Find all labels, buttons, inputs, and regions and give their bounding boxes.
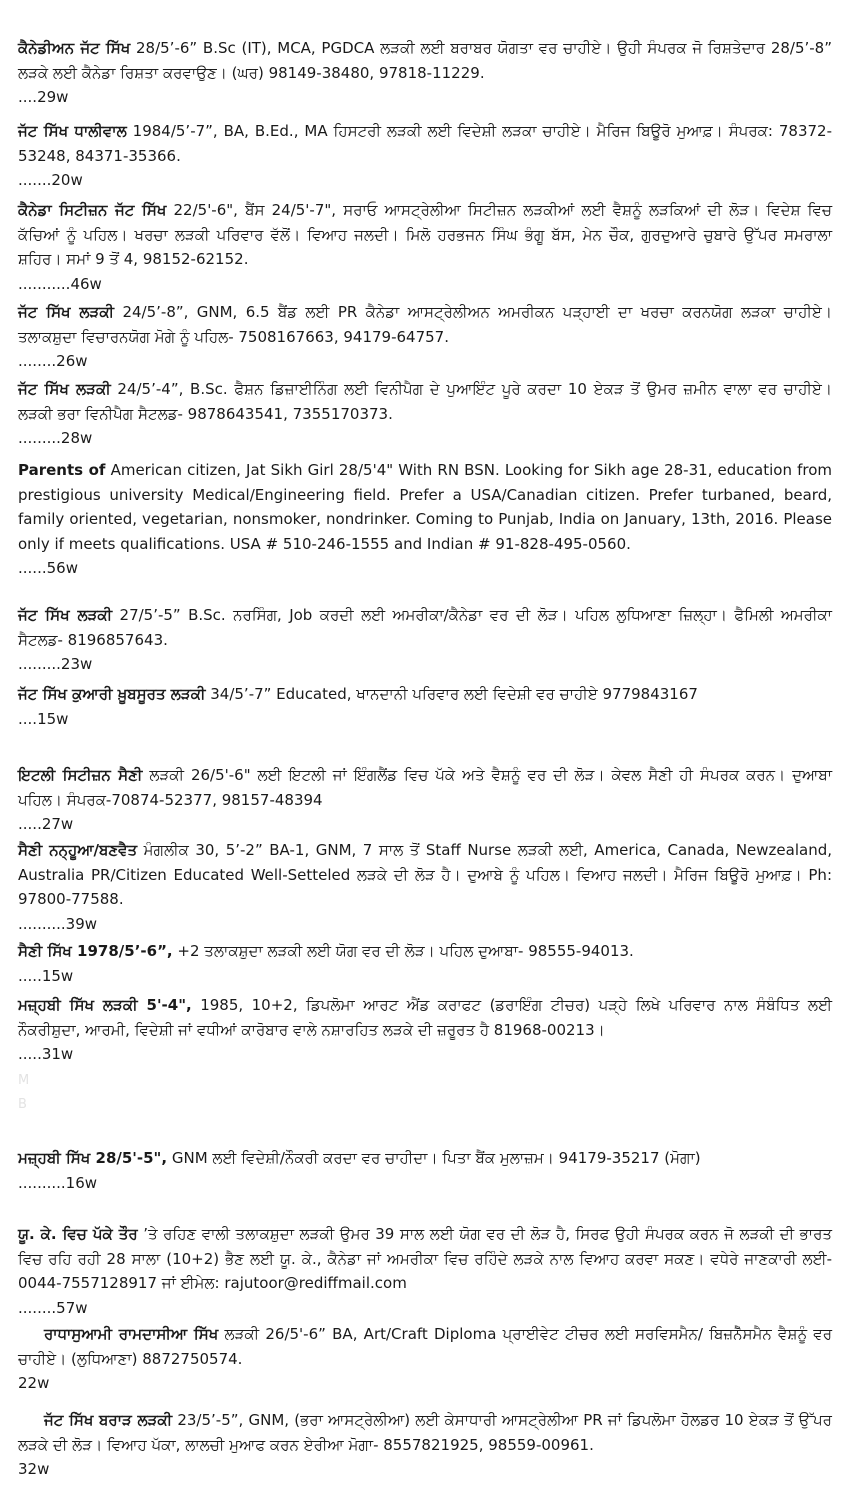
ad-body: ਮੰਗਲੀਕ 30, 5’-2” BA-1, GNM, 7 ਸਾਲ ਤੋਂ Staff Nurse ਲੜਕੀ ਲਈ, America, Canada, Newzealand, Australia PR/Citizen Educated Well-Setteled ਲੜਕੇ ਦੀ ਲੋੜ ਹੈ। ਦੁਆਬੇ ਨੂੰ ਪਹਿਲ। ਵਿਆਹ ਜਲਦੀ। ਮੈਰਿਜ ਬਿਊਰੋ ਮੁਆਫ਼। Ph: 97800-77588.	[18, 841, 832, 908]
ad-1	[18, 119, 832, 193]
ad-3	[18, 300, 832, 374]
ad-body: ਲੜਕੀ 26/5'-6" ਲਈ ਇਟਲੀ ਜਾਂ ਇੰਗਲੈਂਡ ਵਿਚ ਪੱਕੇ ਅਤੇ ਵੈਸ਼ਨੂੰ ਵਰ ਦੀ ਲੋੜ। ਕੇਵਲ ਸੈਣੀ ਹੀ ਸੰਪਰਕ ਕਰਨ। ਦੁਆਬਾ ਪਹਿਲ। ਸੰਪਰਕ-70874-52377, 98157-48394	[18, 766, 832, 809]
ad-body: 24/5’-4”, B.Sc. ਫੈਸ਼ਨ ਡਿਜ਼ਾਈਨਿੰਗ ਲਈ ਵਿਨੀਪੈਗ ਦੇ ਪੁਆਇੰਟ ਪੂਰੇ ਕਰਦਾ 10 ਏਕੜ ਤੋਂ ਉਮਰ ਜ਼ਮੀਨ ਵਾਲਾ ਵਰ ਚਾਹੀਏ। ਲੜਕੀ ਭਰਾ ਵਿਨੀਪੈਗ ਸੈਟਲਡ- 9878643541, 7355170373.	[18, 380, 832, 423]
ad-body: 28/5’-6” B.Sc (IT), MCA, PGDCA ਲੜਕੀ ਲਈ ਬਰਾਬਰ ਯੋਗਤਾ ਵਰ ਚਾਹੀਏ। ਉਹੀ ਸੰਪਰਕ ਜੋ ਰਿਸ਼ਤੇਦਾਰ 28/5’-8” ਲੜਕੇ ਲਈ ਕੈਨੇਡਾ ਰਿਸ਼ਤਾ ਕਰਵਾਉਣ। (ਘਰ) 98149-38480, 97818-11229.	[18, 39, 832, 82]
ad-9	[18, 838, 832, 936]
ad-heading: ਮਜ਼੍ਹਬੀ ਸਿੱਖ ਲੜਕੀ 5'-4",	[18, 996, 192, 1014]
ad-0	[18, 36, 832, 110]
ad-heading: ਜੱਟ ਸਿੱਖ ਲੜਕੀ	[18, 606, 113, 624]
ad-code: .........28w	[18, 429, 93, 447]
ad-body: 23/5’-5”, GNM, (ਭਰਾ ਆਸਟ੍ਰੇਲੀਆ) ਲਈ ਕੇਸਾਧਾਰੀ ਆਸਟ੍ਰੇਲੀਆ PR ਜਾਂ ਡਿਪਲੋਮਾ ਹੋਲਡਰ 10 ਏਕੜ ਤੋਂ ਉੱਪਰ ਲੜਕੇ ਦੀ ਲੋੜ। ਵਿਆਹ ਪੱਕਾ, ਲਾਲਚੀ ਮੁਆਫ ਕਰਨ ਏਰੀਆ ਮੋਗਾ- 8557821925, 98559-00961.	[18, 1411, 832, 1454]
ad-8	[18, 763, 832, 837]
ad-body: +2 ਤਲਾਕਸ਼ੁਦਾ ਲੜਕੀ ਲਈ ਯੋਗ ਵਰ ਦੀ ਲੋੜ। ਪਹਿਲ ਦੁਆਬਾ- 98555-94013.	[172, 942, 634, 960]
ad-15	[18, 1408, 832, 1482]
ad-10	[18, 939, 832, 988]
ad-body: GNM ਲਈ ਵਿਦੇਸ਼ੀ/ਨੌਕਰੀ ਕਰਦਾ ਵਰ ਚਾਹੀਦਾ। ਪਿਤਾ ਬੈਂਕ ਮੁਲਾਜ਼ਮ। 94179-35217 (ਮੋਗਾ)	[167, 1149, 701, 1167]
ad-code: .....31w	[18, 1045, 74, 1063]
ad-2	[18, 198, 832, 296]
ad-heading: ਕੈਨੇਡੀਅਨ ਜੱਟ ਸਿੱਖ	[18, 39, 131, 57]
faded-letter: B	[18, 1097, 27, 1112]
ad-code: ....15w	[18, 709, 69, 728]
ad-body: 24/5’-8”, GNM, 6.5 ਬੈਂਡ ਲਈ PR ਕੈਨੇਡਾ ਆਸਟ੍ਰੇਲੀਅਨ ਅਮਰੀਕਨ ਪੜ੍ਹਾਈ ਦਾ ਖਰਚਾ ਕਰਨਯੋਗ ਲੜਕਾ ਚਾਹੀਏ। ਤਲਾਕਸ਼ੁਦਾ ਵਿਚਾਰਨਯੋਗ ਮੋਗੇ ਨੂੰ ਪਹਿਲ- 7508167663, 94179-64757.	[18, 303, 832, 346]
ad-4	[18, 377, 832, 451]
ad-code: ...........46w	[18, 274, 102, 293]
ad-6	[18, 603, 832, 677]
ad-12	[18, 1146, 832, 1195]
ad-14	[18, 1322, 832, 1396]
ad-code: 32w	[18, 1460, 50, 1478]
ad-code: .........23w	[18, 655, 93, 673]
ad-code: ..........16w	[18, 1173, 98, 1192]
ad-heading: ਕੈਨੇਡਾ ਸਿਟੀਜ਼ਨ ਜੱਟ ਸਿੱਖ	[18, 201, 167, 219]
ad-body: 27/5’-5” B.Sc. ਨਰਸਿੰਗ, Job ਕਰਦੀ ਲਈ ਅਮਰੀਕਾ/ਕੈਨੇਡਾ ਵਰ ਦੀ ਲੋੜ। ਪਹਿਲ ਲੁਧਿਆਣਾ ਜ਼ਿਲ੍ਹਾ। ਫੈਮਿਲੀ ਅਮਰੀਕਾ ਸੈਟਲਡ- 8196857643.	[18, 606, 832, 649]
ad-code: ........57w	[18, 1298, 88, 1317]
ad-body: 34/5’-7” Educated, ਖਾਨਦਾਨੀ ਪਰਿਵਾਰ ਲਈ ਵਿਦੇਸ਼ੀ ਵਰ ਚਾਹੀਏ 9779843167	[205, 685, 698, 703]
ad-heading: ਸੈਣੀ ਸਿੱਖ 1978/5’-6”,	[18, 942, 173, 960]
ad-heading: ਜੱਟ ਸਿੱਖ ਕੁਆਰੀ ਖ਼ੂਬਸੂਰਤ ਲੜਕੀ	[18, 685, 206, 703]
ad-heading: ਇਟਲੀ ਸਿਟੀਜ਼ਨ ਸੈਣੀ	[18, 766, 143, 784]
ad-code: .....15w	[18, 966, 74, 985]
ad-heading: ਰਾਧਾਸੁਆਮੀ ਰਾਮਦਾਸੀਆ ਸਿੱਖ	[44, 1325, 219, 1343]
ad-heading: ਸੈਣੀ ਨਨ੍ਹੂਆ/ਬਣਵੈਤ	[18, 841, 138, 859]
ad-heading: ਯੂ. ਕੇ. ਵਿਚ ਪੱਕੇ ਤੌਰ	[18, 1225, 138, 1243]
ad-code: ....29w	[18, 88, 69, 106]
ad-code: ........26w	[18, 352, 88, 370]
ad-heading: ਜੱਟ ਸਿੱਖ ਬਰਾੜ ਲੜਕੀ	[44, 1411, 173, 1429]
ad-code: 22w	[18, 1374, 50, 1392]
ad-code: .....27w	[18, 815, 74, 833]
ad-body: ਲੜਕੀ 26/5'-6” BA, Art/Craft Diploma ਪ੍ਰਾਈਵੇਟ ਟੀਚਰ ਲਈ ਸਰਵਿਸਮੈਨ/ ਬਿਜ਼ਨੈੱਸਮੈਨ ਵੈਸ਼ਨੂੰ ਵਰ ਚਾਹੀਏ। (ਲੁਧਿਆਣਾ) 8872750574.	[18, 1325, 832, 1368]
ad-body: 22/5'-6", ਬੈਂਸ 24/5'-7", ਸਰਾਓ ਆਸਟ੍ਰੇਲੀਆ ਸਿਟੀਜ਼ਨ ਲੜਕੀਆਂ ਲਈ ਵੈਸ਼ਨੂੰ ਲੜਕਿਆਂ ਦੀ ਲੋੜ। ਵਿਦੇਸ਼ ਵਿਚ ਕੱਚਿਆਂ ਨੂੰ ਪਹਿਲ। ਖਰਚਾ ਲੜਕੀ ਪਰਿਵਾਰ ਵੱਲੋਂ। ਵਿਆਹ ਜਲਦੀ। ਮਿਲੋ ਹਰਭਜਨ ਸਿੰਘ ਭੰਗੂ ਬੱਸ, ਮੇਨ ਚੌਕ, ਗੁਰਦੁਆਰੇ ਚੁਬਾਰੇ ਉੱਪਰ ਸਮਰਾਲਾ ਸ਼ਹਿਰ। ਸਮਾਂ 9 ਤੋਂ 4, 98152-62152.	[18, 201, 832, 268]
ad-7	[18, 682, 832, 731]
ad-heading: ਜੱਟ ਸਿੱਖ ਲੜਕੀ	[18, 380, 111, 398]
ad-code: .......20w	[18, 171, 83, 189]
ad-body: 1984/5’-7”, BA, B.Ed., MA ਹਿਸਟਰੀ ਲੜਕੀ ਲਈ ਵਿਦੇਸ਼ੀ ਲੜਕਾ ਚਾਹੀਏ। ਮੈਰਿਜ ਬਿਊਰੋ ਮੁਆਫ਼। ਸੰਪਰਕ: 78372-53248, 84371-35366.	[18, 122, 833, 165]
ad-13	[18, 1222, 832, 1320]
ad-body: American citizen, Jat Sikh Girl 28/5'4" With RN BSN. Looking for Sikh age 28-31, education from prestigious university Medical/Engineering field. Prefer a USA/Canadian citizen. Prefer turbaned, beard, family oriented, vegetarian, nonsmoker, nondrinker. Coming to Punjab, India on January, 13th, 2016. Please only if meets qualifications. USA # 510-246-1555 and Indian # 91-828-495-0560.	[18, 461, 832, 553]
faded-letter: M	[18, 1073, 30, 1088]
ad-code: ......56w	[18, 559, 78, 577]
ad-heading: Parents of	[18, 461, 106, 479]
ad-11	[18, 993, 832, 1067]
ad-body: 1985, 10+2, ਡਿਪਲੋਮਾ ਆਰਟ ਐਂਡ ਕਰਾਫਟ (ਡਰਾਇੰਗ ਟੀਚਰ) ਪੜ੍ਹੇ ਲਿਖੇ ਪਰਿਵਾਰ ਨਾਲ ਸੰਬੰਧਿਤ ਲਈ ਨੌਕਰੀਸ਼ੁਦਾ, ਆਰਮੀ, ਵਿਦੇਸ਼ੀ ਜਾਂ ਵਧੀਆਂ ਕਾਰੋਬਾਰ ਵਾਲੇ ਨਸ਼ਾਰਹਿਤ ਲੜਕੇ ਦੀ ਜ਼ਰੂਰਤ ਹੈ 81968-00213।	[18, 996, 832, 1039]
ad-heading: ਜੱਟ ਸਿੱਖ ਧਾਲੀਵਾਲ	[18, 122, 127, 140]
ad-5	[18, 458, 832, 581]
ad-body: ’ਤੇ ਰਹਿਣ ਵਾਲੀ ਤਲਾਕਸ਼ੁਦਾ ਲੜਕੀ ਉਮਰ 39 ਸਾਲ ਲਈ ਯੋਗ ਵਰ ਦੀ ਲੋੜ ਹੈ, ਸਿਰਫ ਉਹੀ ਸੰਪਰਕ ਕਰਨ ਜੋ ਲੜਕੀ ਦੀ ਭਾਰਤ ਵਿਚ ਰਹਿ ਰਹੀ 28 ਸਾਲਾ (10+2) ਭੈਣ ਲਈ ਯੂ. ਕੇ., ਕੈਨੇਡਾ ਜਾਂ ਅਮਰੀਕਾ ਵਿਚ ਰਹਿੰਦੇ ਲੜਕੇ ਨਾਲ ਵਿਆਹ ਕਰਵਾ ਸਕਣ। ਵਧੇਰੇ ਜਾਣਕਾਰੀ ਲਈ- 0044-7557128917 ਜਾਂ ਈਮੇਲ: rajutoor@rediffmail.com	[18, 1225, 832, 1292]
ad-code: ..........39w	[18, 914, 98, 933]
ad-heading: ਮਜ਼੍ਹਬੀ ਸਿੱਖ 28/5'-5",	[18, 1149, 168, 1167]
ad-heading: ਜੱਟ ਸਿੱਖ ਲੜਕੀ	[18, 303, 115, 321]
